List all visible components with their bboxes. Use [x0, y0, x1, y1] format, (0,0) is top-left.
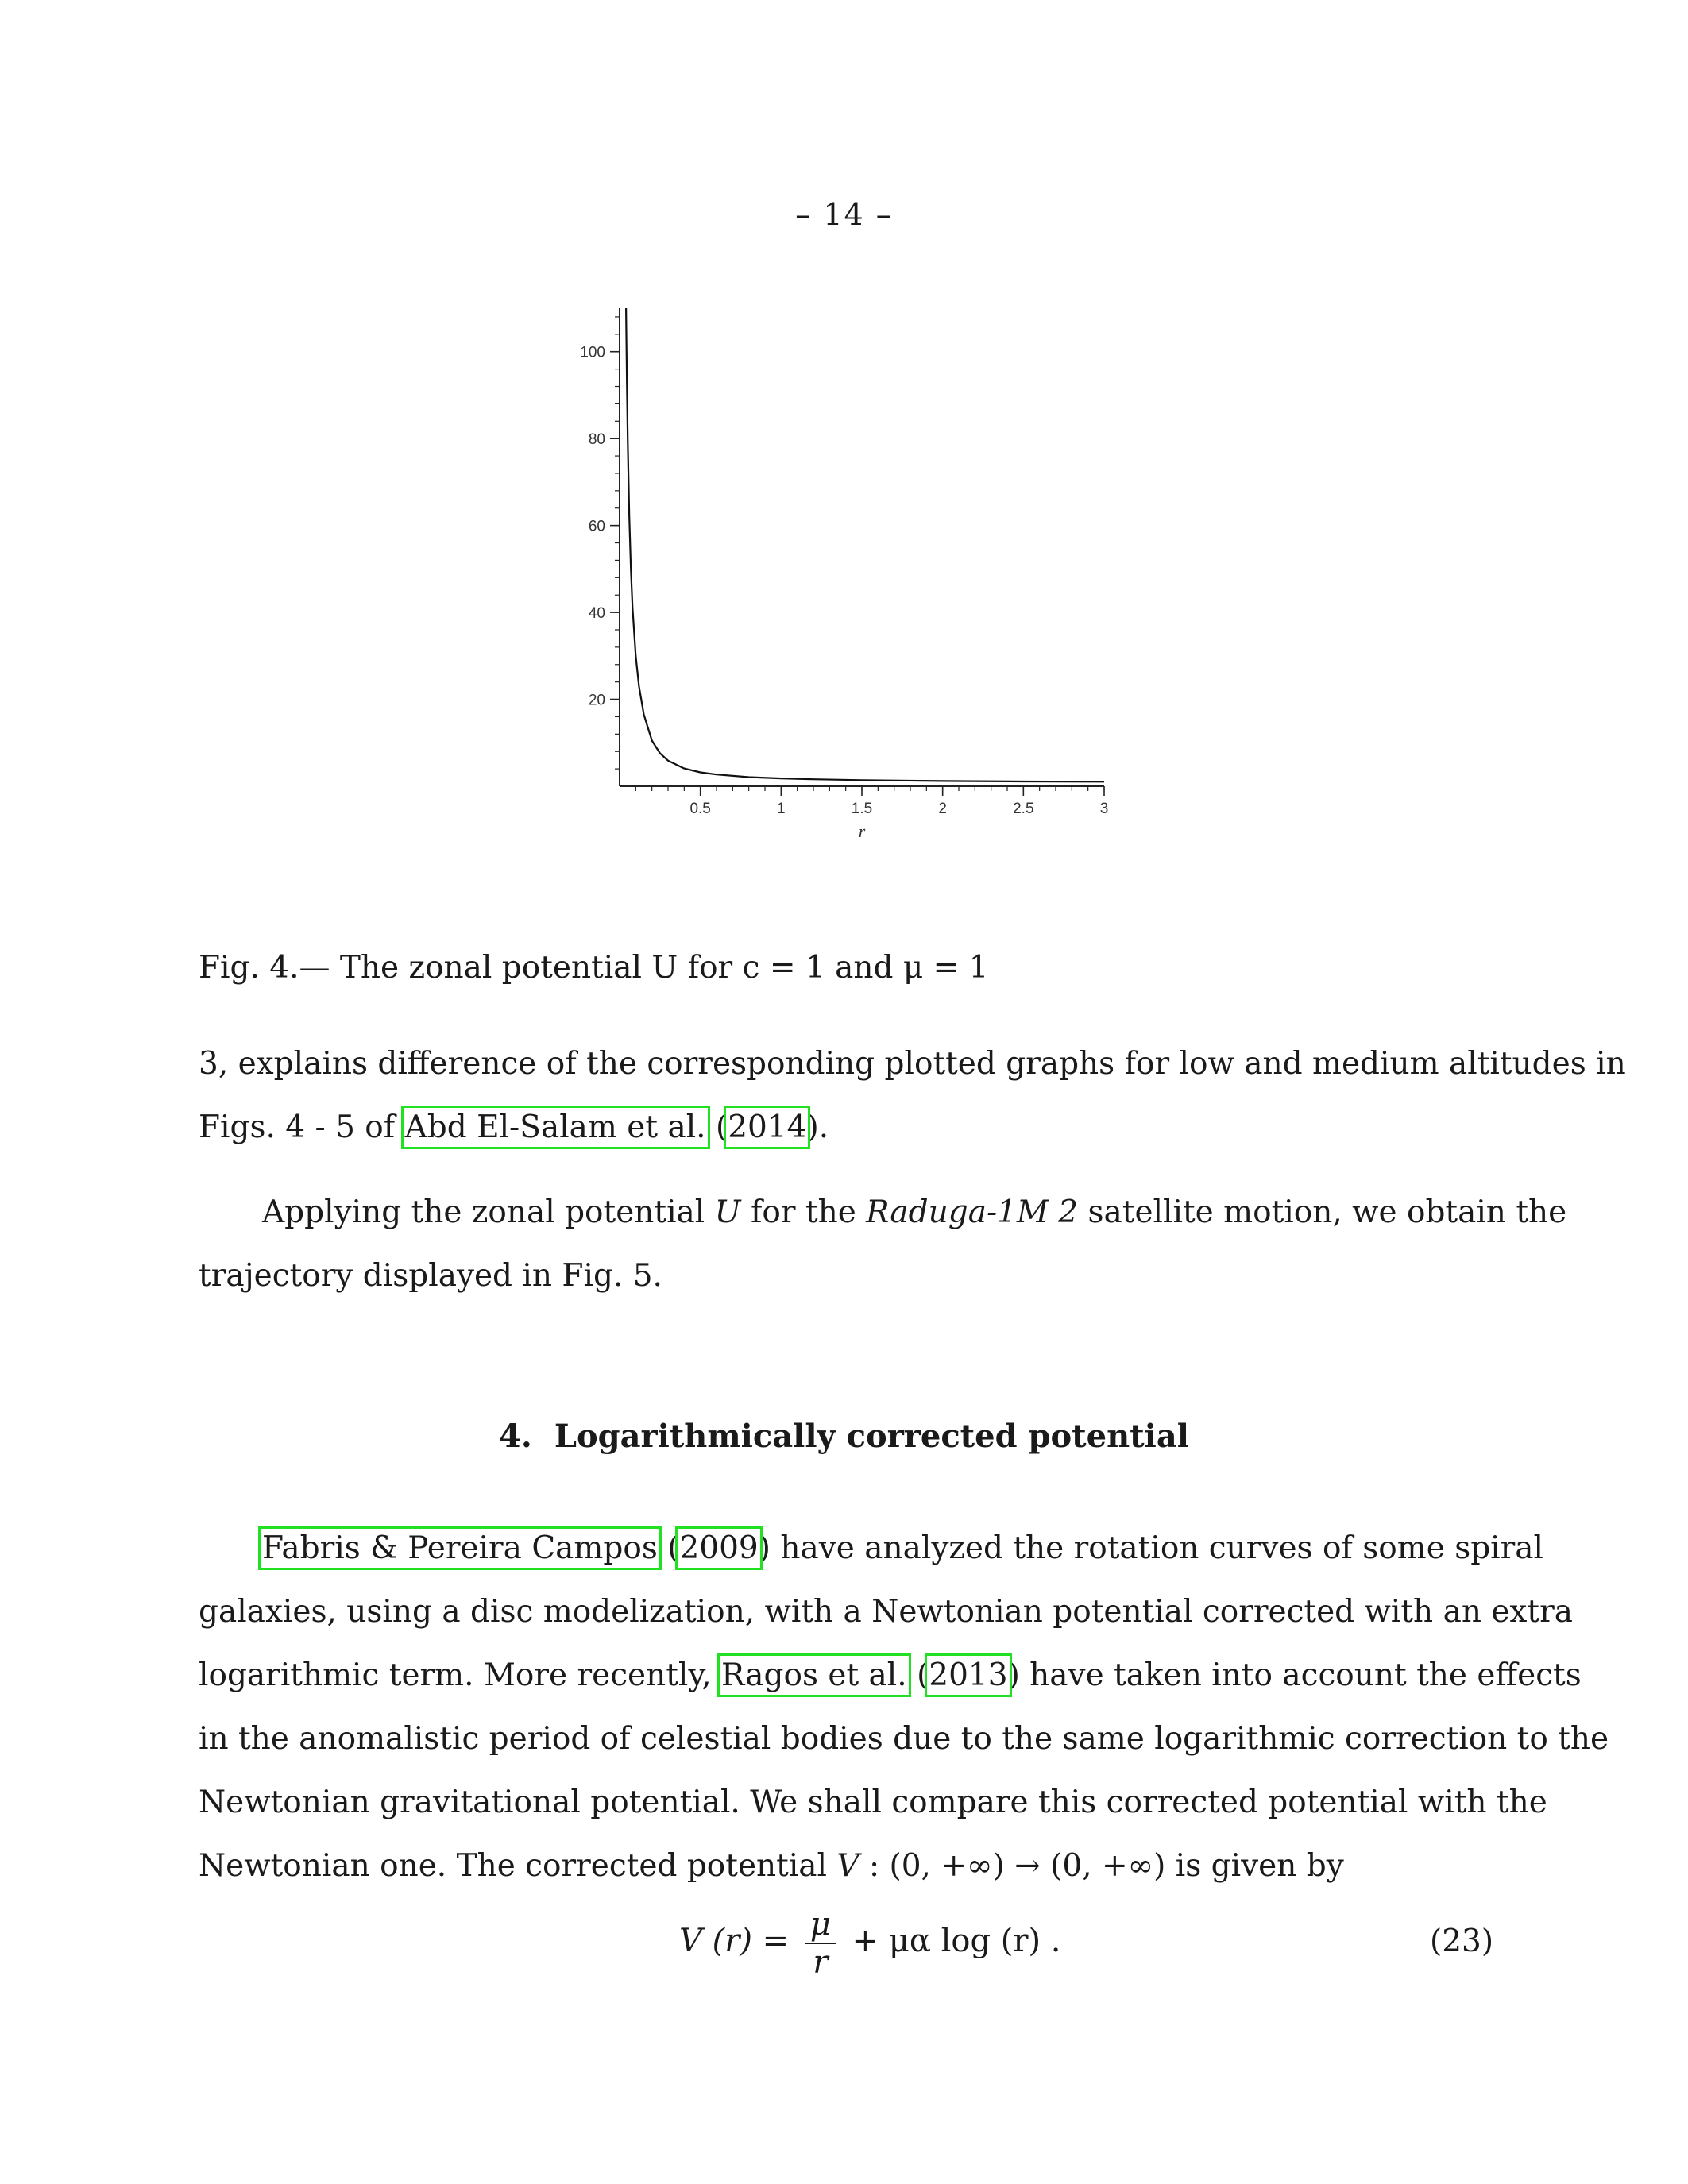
equation-fraction — [805, 1906, 836, 1981]
paragraph-3-line-3: logarithmic term. More recently, Ragos et al. (2013) have taken into account the effects — [199, 1657, 1582, 1693]
caption-dash: — — [299, 950, 330, 986]
equation-number: (23) — [1430, 1924, 1494, 1959]
paragraph-1-line-2: Figs. 4 - 5 of Abd El-Salam et al. (2014). — [199, 1109, 829, 1145]
caption-text: The zonal potential U for c = 1 and μ = 1 — [339, 950, 989, 986]
paragraph-1 — [199, 1032, 1626, 1160]
paragraph-2-line-2: trajectory displayed in Fig. 5. — [199, 1258, 662, 1294]
paragraph-3-line-6 — [199, 1835, 1493, 1898]
y-tick-label: 80 — [588, 431, 605, 449]
equation-lhs: V (r) = — [679, 1923, 790, 1959]
p1-line2-pre: Figs. 4 - 5 of — [199, 1109, 405, 1145]
p2-part3: satellite motion, we obtain the — [1078, 1194, 1567, 1230]
p3-line6-post: is given by — [1165, 1848, 1344, 1884]
citation-year-2013[interactable]: 2013 — [929, 1657, 1008, 1693]
fraction-denominator: r — [813, 1944, 829, 1981]
citation-abd-el-salam[interactable]: Abd El-Salam et al. — [404, 1109, 706, 1145]
x-axis-label: r — [858, 821, 866, 841]
p3-line3-pre: logarithmic term. More recently, — [199, 1657, 722, 1693]
paragraph-3-line-2: galaxies, using a disc modelization, with a Newtonian potential corrected with an extra — [199, 1594, 1573, 1630]
figure-label: Fig. 4. — [199, 950, 299, 986]
var-v: V — [836, 1848, 859, 1884]
x-tick-label: 2 — [938, 801, 947, 817]
y-tick-label: 60 — [588, 518, 605, 535]
potential-figure — [556, 294, 1128, 850]
citation-year-2014[interactable]: 2014 — [728, 1109, 807, 1145]
satellite-name: Raduga-1M 2 — [866, 1194, 1079, 1230]
y-tick-label: 20 — [588, 692, 605, 709]
paragraph-2-line-1 — [199, 1181, 1567, 1244]
fraction-numerator: μ — [805, 1906, 836, 1944]
paragraph-3-line-4: in the anomalistic period of celestial bodies due to the same logarithmic correction to the — [199, 1721, 1609, 1757]
x-tick-label: 3 — [1099, 801, 1109, 817]
x-tick-label: 0.5 — [689, 801, 711, 817]
citation-ragos[interactable]: Ragos et al. — [721, 1657, 907, 1693]
section-number: 4. — [499, 1418, 532, 1455]
page-number: – 14 – — [795, 197, 893, 232]
series-line-u — [626, 308, 1104, 781]
paragraph-3-line-1: Fabris & Pereira Campos (2009) have analyzed the rotation curves of some spiral — [262, 1530, 1544, 1566]
y-tick-label: 40 — [588, 605, 605, 623]
y-tick-label: 100 — [580, 344, 605, 361]
p2-part1: Applying the zonal potential — [262, 1194, 715, 1230]
p3-line6-math: : (0, +∞) → (0, +∞) — [859, 1848, 1166, 1884]
p3-line6-pre: Newtonian one. The corrected potential — [199, 1848, 837, 1884]
paragraph-2 — [199, 1181, 1567, 1308]
citation-year-2009[interactable]: 2009 — [679, 1530, 759, 1566]
p3-line1-rest: ) have analyzed the rotation curves of some spiral — [758, 1530, 1544, 1566]
section-title: Logarithmically corrected potential — [554, 1418, 1189, 1455]
paragraph-3 — [199, 1517, 1609, 1898]
p2-part2: for the — [740, 1194, 867, 1230]
x-tick-label: 2.5 — [1013, 801, 1034, 817]
paragraph-3-line-5: Newtonian gravitational potential. We shall compare this corrected potential with the — [199, 1785, 1547, 1820]
figure-caption — [199, 950, 988, 986]
citation-fabris[interactable]: Fabris & Pereira Campos — [262, 1530, 658, 1566]
equation-rhs: + μα log (r) . — [852, 1923, 1061, 1959]
x-tick-label: 1.5 — [851, 801, 873, 817]
p1-line2-post: ). — [806, 1109, 829, 1145]
section-heading — [0, 1418, 1688, 1455]
p3-line3-rest: ) have taken into account the effects — [1007, 1657, 1582, 1693]
paragraph-1-line-1: 3, explains difference of the corresponding plotted graphs for low and medium altitudes in — [199, 1046, 1626, 1082]
var-u: U — [714, 1194, 741, 1230]
x-tick-label: 1 — [777, 801, 786, 817]
equation-23 — [679, 1906, 1061, 1981]
